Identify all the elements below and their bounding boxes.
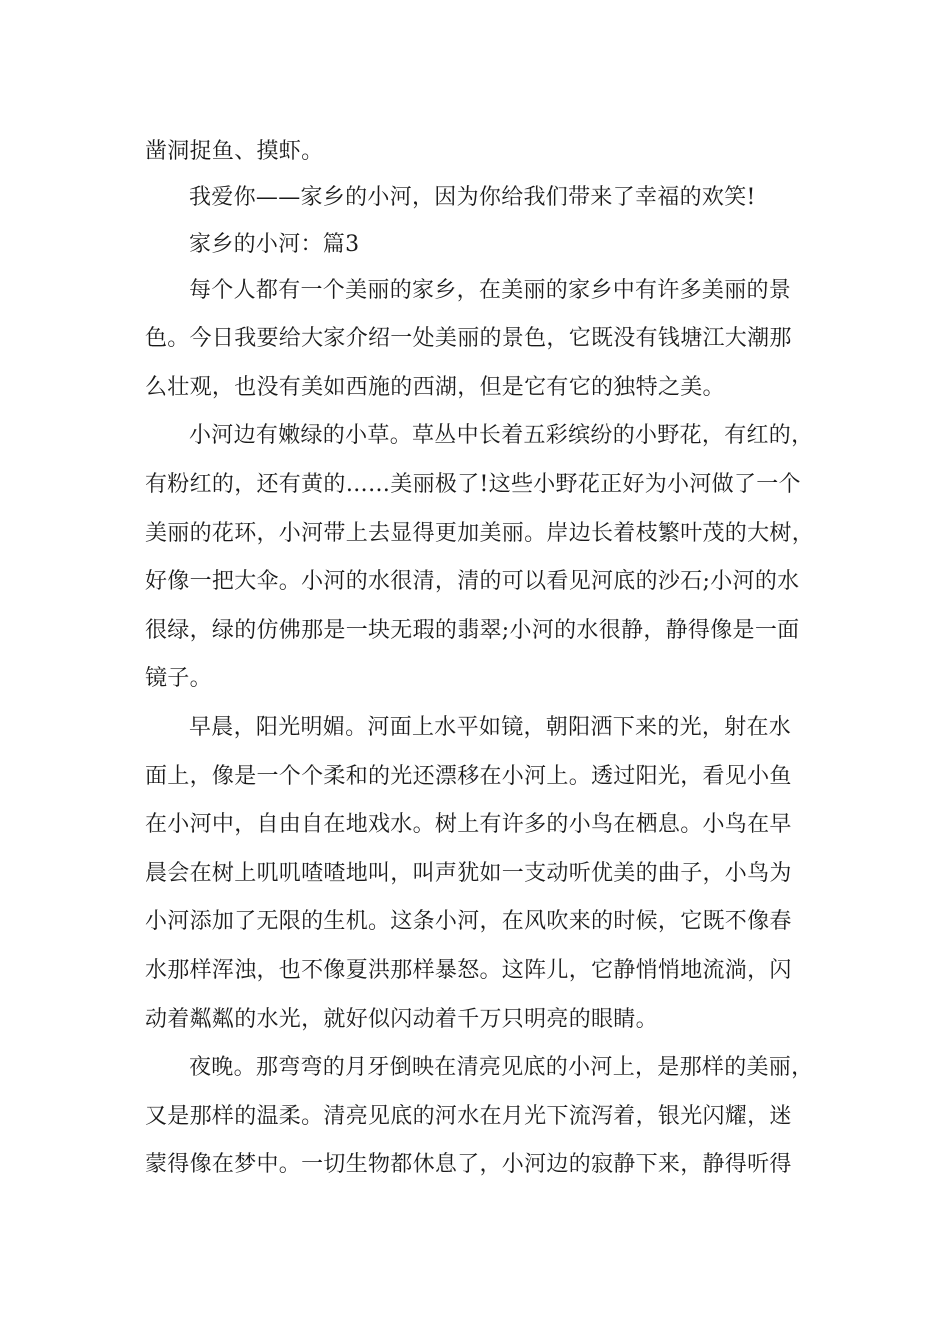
paragraph-2 <box>145 412 825 704</box>
text-line: 晨会在树上叽叽喳喳地叫，叫声犹如一支动听优美的曲子，小鸟为 <box>145 860 792 886</box>
text-line: 动着粼粼的水光，就好似闪动着千万只明亮的眼睛。 <box>145 1006 658 1032</box>
text-line: 又是那样的温柔。清亮见底的河水在月光下流泻着，银光闪耀，迷 <box>145 1103 792 1129</box>
text-line: 早晨，阳光明媚。河面上水平如镜，朝阳洒下来的光，射在水 <box>189 714 792 740</box>
text-line: 水那样浑浊，也不像夏洪那样暴怒。这阵儿，它静悄悄地流淌，闪 <box>145 957 792 983</box>
text-line: 很绿，绿的仿佛那是一块无瑕的翡翠;小河的水很静，静得像是一面 <box>145 617 800 643</box>
text-line: 蒙得像在梦中。一切生物都休息了，小河边的寂静下来，静得听得 <box>145 1152 792 1178</box>
text-line: 么壮观，也没有美如西施的西湖，但是它有它的独特之美。 <box>145 374 725 400</box>
text-line: 美丽的花环，小河带上去显得更加美丽。岸边长着枝繁叶茂的大树， <box>145 520 815 546</box>
text-line: 小河添加了无限的生机。这条小河，在风吹来的时候，它既不像春 <box>145 909 792 935</box>
text-line: 夜晚。那弯弯的月牙倒映在清亮见底的小河上，是那样的美丽， <box>189 1055 814 1081</box>
document-body <box>145 130 825 1190</box>
text-line: 每个人都有一个美丽的家乡，在美丽的家乡中有许多美丽的景 <box>189 277 792 303</box>
text-line: 好像一把大伞。小河的水很清，清的可以看见河底的沙石;小河的水 <box>145 569 800 595</box>
paragraph-1 <box>145 267 825 413</box>
text-line: 镜子。 <box>145 666 212 692</box>
text-line: 凿洞捉鱼、摸虾。 <box>145 139 324 164</box>
text-line: 小河边有嫩绿的小草。草丛中长着五彩缤纷的小野花，有红的， <box>189 423 814 449</box>
text-line: 面上，像是一个个柔和的光还漂移在小河上。透过阳光，看见小鱼 <box>145 763 792 789</box>
text-line: 在小河中，自由自在地戏水。树上有许多的小鸟在栖息。小鸟在早 <box>145 812 792 838</box>
paragraph-3 <box>145 704 825 1044</box>
section-heading: 家乡的小河：篇3 <box>189 231 360 257</box>
closing-sentence: 我爱你——家乡的小河，因为你给我们带来了幸福的欢笑! <box>189 185 756 210</box>
text-line: 有粉红的，还有黄的……美丽极了!这些小野花正好为小河做了一个 <box>145 471 801 497</box>
text-line: 色。今日我要给大家介绍一处美丽的景色，它既没有钱塘江大潮那 <box>145 326 792 352</box>
paragraph-4 <box>145 1044 825 1190</box>
